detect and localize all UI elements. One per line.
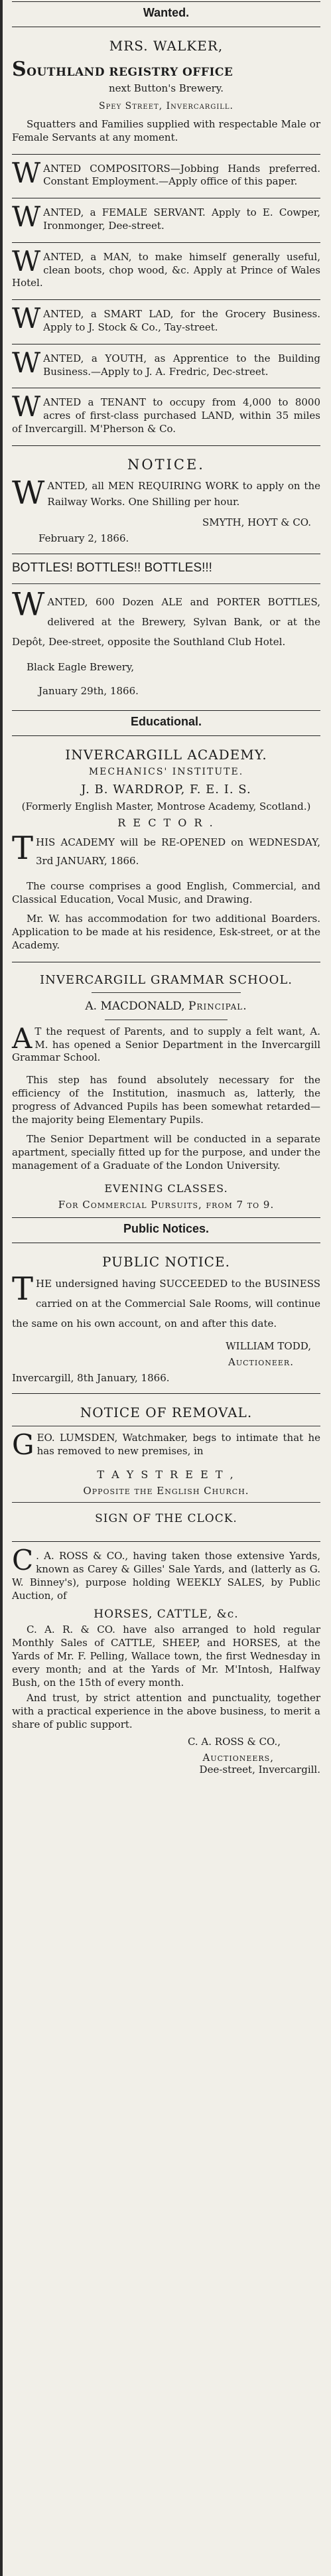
dropcap: W <box>12 346 41 379</box>
academy-reopen: HIS ACADEMY will be RE-OPENED on WEDNESDAY, 3rd JANUARY, 1866. <box>36 836 320 868</box>
ross-role: Auctioneers, <box>202 1751 274 1764</box>
ross-signature: C. A. ROSS & CO., <box>187 1735 281 1748</box>
ross-address: Dee-street, Invercargill. <box>199 1763 320 1776</box>
walker-title: MRS. WALKER, <box>109 38 224 54</box>
walker-address-2: Spey Street, Invercargill. <box>98 101 234 112</box>
advert-walker <box>12 27 320 154</box>
advert-public-notice <box>12 1243 320 1393</box>
dropcap: W <box>12 474 45 512</box>
educational-heading: Educational. <box>130 714 202 728</box>
ross-monthly: C. A. R. & CO. have also arranged to hold regular Monthly Sales of CATTLE, SHEEP, and HORSES, at the Yards of Mr. F. Pelling, Wallace town, the first Wednesday in every month; and at the Yards of Mr. M'Intosh, Halfway Bush, on the 15th of every month. <box>12 1624 320 1689</box>
bottles-date: January 29th, 1866. <box>38 684 139 697</box>
evening-title: EVENING CLASSES. <box>104 1181 228 1195</box>
advert-servant <box>12 198 320 242</box>
bottles-title: BOTTLES! BOTTLES!! BOTTLES!!! <box>12 560 212 575</box>
removal-sign: SIGN OF THE CLOCK. <box>95 1512 237 1526</box>
advert-lad <box>12 300 320 344</box>
dropcap: S <box>12 58 27 81</box>
academy-boarders: Mr. W. has accommodation for two additional Boarders. Application to be made at his residence, Esk-street, or at the Academy. <box>12 913 320 951</box>
public-notice-signature: WILLIAM TODD, <box>226 1339 311 1352</box>
public-notice-text: HE undersigned having SUCCEEDED to the BUSINESS carried on at the Commercial Sale Rooms, will continue the same on his own account, on and after this date. <box>12 1277 320 1329</box>
bottles-brewery: Black Eagle Brewery, <box>27 660 135 673</box>
notice-date: February 2, 1866. <box>38 532 129 544</box>
dropcap: W <box>12 585 45 623</box>
dropcap: G <box>12 1428 34 1461</box>
advert-man <box>12 243 320 299</box>
advert-removal <box>12 1394 320 1542</box>
ross-text: . A. ROSS & CO., having taken those extensive Yards, known as Carey & Gilles' Sale Yards, and (latterly as G. W. Binney's), purpose holding WEEKLY SALES, by Public Auction, of <box>12 1550 320 1602</box>
page-binding-edge <box>0 0 3 2576</box>
dropcap: W <box>12 302 41 335</box>
dropcap: C <box>12 1544 34 1577</box>
dropcap: W <box>12 244 41 277</box>
academy-rector: R E C T O R . <box>117 816 215 829</box>
academy-institute: MECHANICS' INSTITUTE. <box>88 766 244 777</box>
grammar-step: This step has found absolutely necessary for the efficiency of the Institution, inasmuch as, latterly, the progress of Advanced Pupils has been somewhat retarded—the majority being Elementary Pupils. <box>12 1074 320 1126</box>
academy-formerly: (Formerly English Master, Montrose Academy, Scotland.) <box>21 800 311 812</box>
grammar-title: INVERCARGILL GRAMMAR SCHOOL. <box>39 972 293 987</box>
removal-text: EO. LUMSDEN, Watchmaker, begs to intimate that he has removed to new premises, in <box>36 1431 320 1457</box>
public-heading: Public Notices. <box>123 1221 210 1235</box>
walker-office-name: OUTHLAND REGISTRY OFFICE <box>27 66 233 79</box>
walker-office-line <box>12 58 320 81</box>
public-notice-date: Invercargill, 8th January, 1866. <box>12 1371 170 1384</box>
dropcap: W <box>12 200 41 234</box>
dropcap: T <box>12 1270 34 1308</box>
public-notice-title: PUBLIC NOTICE. <box>102 1253 230 1270</box>
walker-address-1: next Button's Brewery. <box>108 82 224 94</box>
public-notice-role: Auctioneer. <box>228 1355 294 1368</box>
advert-ross <box>12 1542 320 1782</box>
ross-horses: HORSES, CATTLE, &c. <box>94 1608 239 1622</box>
notice-signature: SMYTH, HOYT & CO. <box>202 516 311 528</box>
wanted-heading: Wanted. <box>143 6 190 19</box>
grammar-senior: The Senior Department will be conducted in a separate apartment, specially fitted up for the purpose, and under the management of a Graduate of the London University. <box>12 1133 320 1172</box>
dropcap: A <box>12 1022 33 1055</box>
advert-tenant <box>12 388 320 445</box>
dropcap: T <box>12 829 34 867</box>
lad-text: ANTED, a SMART LAD, for the Grocery Business. Apply to J. Stock & Co., Tay-street. <box>43 308 320 333</box>
notice-title: NOTICE. <box>127 456 205 473</box>
ross-trust: And trust, by strict attention and punctuality, together with a practical experience in the above business, to merit a share of public support. <box>12 1692 320 1731</box>
removal-title: NOTICE OF REMOVAL. <box>80 1404 253 1420</box>
advert-academy <box>12 736 320 962</box>
notice-text: ANTED, all MEN REQUIRING WORK to apply on the Railway Works. One Shilling per hour. <box>47 479 320 508</box>
dropcap: W <box>12 156 41 189</box>
tenant-text: ANTED a TENANT to occupy from 4,000 to 8000 acres of first-class purchased LAND, within 35 miles of Invercargill. M'Pherson & Co. <box>12 396 320 435</box>
removal-street: T A Y S T R E E T , <box>97 1468 235 1481</box>
grammar-principal-line <box>12 1000 320 1013</box>
grammar-principal-role: Principal. <box>188 999 247 1013</box>
dropcap: W <box>12 390 41 423</box>
bottles-text: ANTED, 600 Dozen ALE and PORTER BOTTLES, delivered at the Brewery, Sylvan Bank, or at the Depôt, Dee-street, opposite the Southland Club Hotel. <box>12 595 320 648</box>
man-text: ANTED, a MAN, to make himself generally useful, clean boots, chop wood, &c. Apply at Prince of Wales Hotel. <box>12 250 320 289</box>
removal-opposite: Opposite the English Church. <box>83 1485 249 1497</box>
compositors-text: ANTED COMPOSITORS—Jobbing Hands preferred. Constant Employment.—Apply office of this paper. <box>43 162 320 188</box>
academy-title: INVERCARGILL ACADEMY. <box>65 746 267 763</box>
grammar-request: T the request of Parents, and to supply a felt want, A. M. has opened a Senior Department in the Invercargill Grammar School. <box>12 1025 320 1064</box>
grammar-principal-name: A. MACDONALD, <box>85 999 185 1013</box>
academy-principal: J. B. WARDROP, F. E. I. S. <box>81 782 251 796</box>
evening-text: For Commercial Pursuits, from 7 to 9. <box>58 1198 275 1211</box>
advert-bottles <box>12 584 320 710</box>
advert-grammar-school <box>12 962 320 1217</box>
rule <box>12 1502 320 1503</box>
youth-text: ANTED, a YOUTH, as Apprentice to the Building Business.—Apply to J. A. Fredric, Dec-street. <box>43 352 320 378</box>
academy-course: The course comprises a good English, Commercial, and Classical Education, Vocal Music, and Drawing. <box>12 879 320 905</box>
advert-compositors <box>12 155 320 198</box>
advert-youth <box>12 344 320 388</box>
servant-text: ANTED, a FEMALE SERVANT. Apply to E. Cowper, Ironmonger, Dee-street. <box>43 206 320 232</box>
rule <box>92 992 241 993</box>
advert-railway-notice <box>12 446 320 554</box>
walker-body: Squatters and Families supplied with respectable Male or Female Servants at any moment. <box>12 118 320 143</box>
